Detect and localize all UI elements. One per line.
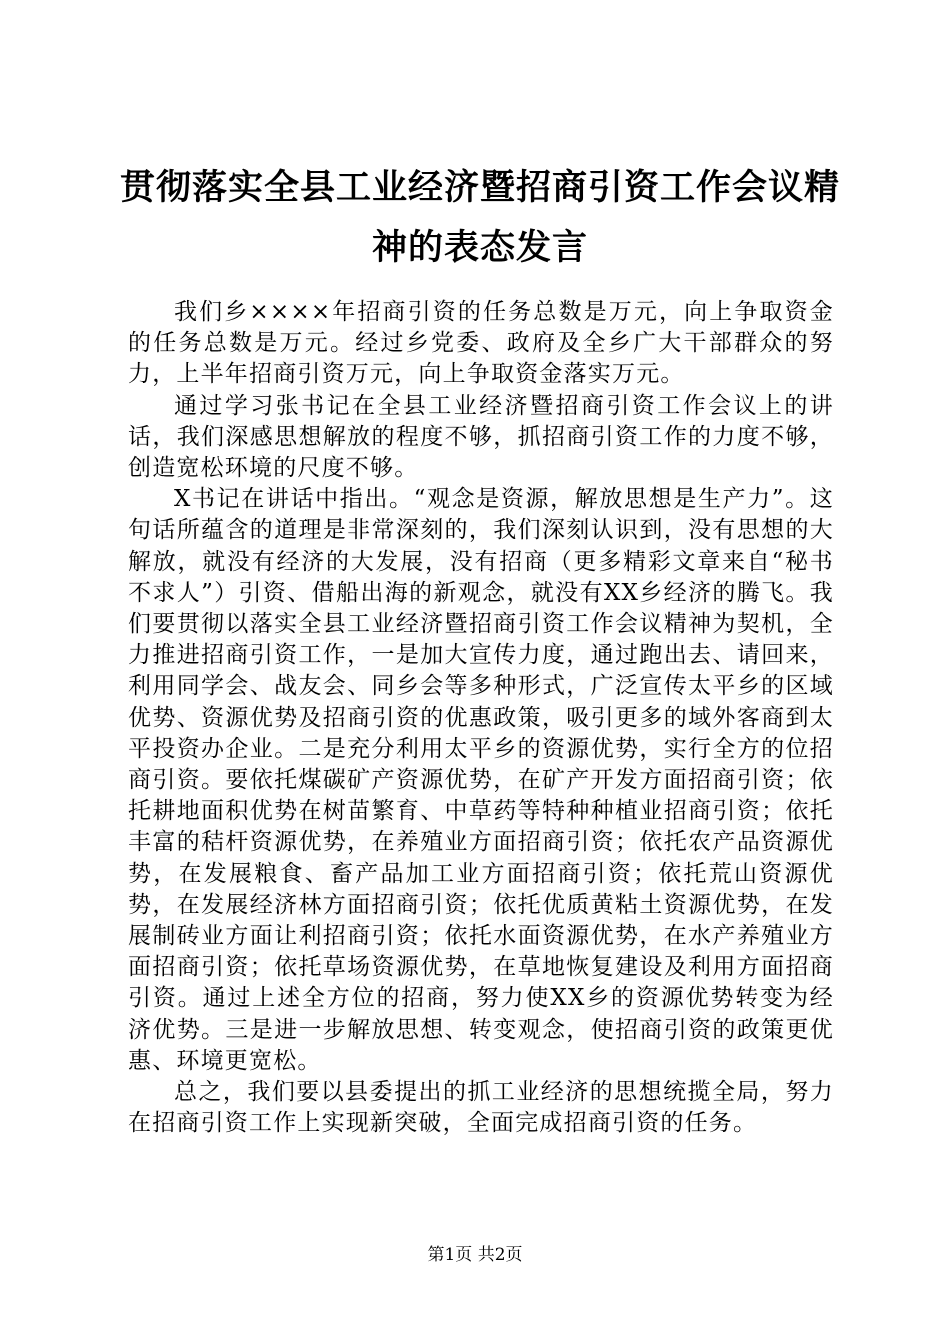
document-title: 贯彻落实全县工业经济暨招商引资工作会议精神的表态发言	[120, 168, 841, 268]
page-footer: 第1页 共2页	[427, 1245, 523, 1265]
paragraph-4: 总之，我们要以县委提出的抓工业经济的思想统揽全局，努力在招商引资工作上实现新突破，全面完成招商引资的任务。	[128, 1079, 834, 1137]
paragraph-2: 通过学习张书记在全县工业经济暨招商引资工作会议上的讲话，我们深感思想解放的程度不够，抓招商引资工作的力度不够，创造宽松环境的尺度不够。	[128, 392, 834, 482]
paragraph-1: 我们乡××××年招商引资的任务总数是万元，向上争取资金的任务总数是万元。经过乡党委、政府及全乡广大干部群众的努力，上半年招商引资万元，向上争取资金落实万元。	[128, 299, 834, 388]
paragraph-3: X书记在讲话中指出。“观念是资源，解放思想是生产力”。这句话所蕴含的道理是非常深刻的，我们深刻认识到，没有思想的大解放，就没有经济的大发展，没有招商（更多精彩文章来自“秘书不求人”）引资、借船出海的新观念，就没有XX乡经济的腾飞。我们要贯彻以落实全县工业经济暨招商引资工作会议精神为契机，全力推进招商引资工作，一是加大宣传力度，通过跑出去、请回来，利用同学会、战友会、同乡会等多种形式，广泛宣传太平乡的区域优势、资源优势及招商引资的优惠政策，吸引更多的域外客商到太平投资办企业。二是充分利用太平乡的资源优势，实行全方的位招商引资。要依托煤碳矿产资源优势，在矿产开发方面招商引资；依托耕地面积优势在树苗繁育、中草药等特种种植业招商引资；依托丰富的秸杆资源优势，在养殖业方面招商引资；依托农产品资源优势，在发展粮食、畜产品加工业方面招商引资；依托荒山资源优势，在发展经济林方面招商引资；依托优质黄粘土资源优势，在发展制砖业方面让利招商引资；依托水面资源优势，在水产养殖业方面招商引资；依托草场资源优势，在草地恢复建设及利用方面招商引资。通过上述全方位的招商，努力使XX乡的资源优势转变为经济优势。三是进一步解放思想、转变观念，使招商引资的政策更优惠、环境更宽松。	[128, 486, 834, 1074]
document-body	[128, 297, 834, 1139]
